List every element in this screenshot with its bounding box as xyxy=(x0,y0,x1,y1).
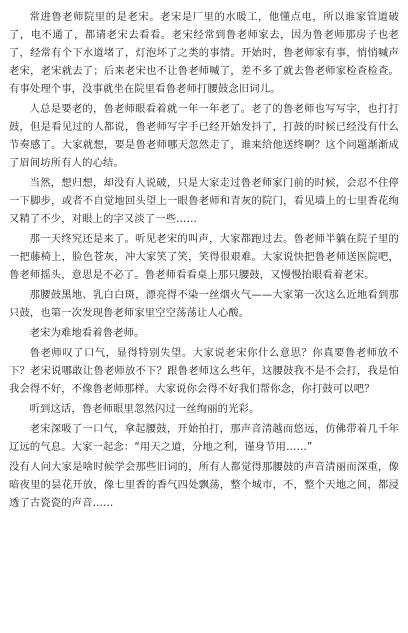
paragraph-5: 那腰鼓黑地、乳白白斑，漂亮得不染一丝烟火气——大家第一次这么近地看到那只鼓，也第一次发现鲁老师家里空空荡荡让人心酸。 xyxy=(9,289,399,319)
paragraph-7: 鲁老师叹了口气，显得特别失望。大家说老宋你什么意思？你真要鲁老师放不下？老宋说哪敢让鲁老师放不下？跟鲁老师这么些年，这腰鼓我不是不会打，我是怕我会得不好，不像鲁老师那样。大家说你会得不好我们帮你念，你打鼓可以吧？ xyxy=(9,347,399,395)
paragraph-8: 听到这话，鲁老师眼里忽然闪过一丝绚丽的光彩。 xyxy=(29,403,260,415)
paragraph-6: 老宋为难地看着鲁老师。 xyxy=(29,327,145,339)
paragraph-2: 人总是要老的，鲁老师眼看着就一年一年老了。老了的鲁老师也写写字，也打打鼓，但是看见过的人都说，鲁老师写字手已经开始发抖了，打鼓的时候已经没有什么节奏感了。大家就想，要是鲁老师哪天忽然走了，谁来给他送终啊？这个问题渐渐成了眉间坊所有人的心结。 xyxy=(9,103,399,169)
paragraph-4: 那一天终究还是来了。听见老宋的叫声，大家都跑过去。鲁老师半躺在院子里的一把藤椅上，脸色苍灰，冲大家笑了笑，笑得很艰难。大家说快把鲁老师送医院吧，鲁老师摇头，意思是不必了。鲁老师看看桌上那只腰鼓，又慢慢抬眼看着老宋。 xyxy=(9,233,399,281)
paragraph-10: 没有人问大家是啥时候学会那些旧词的，所有人都觉得那腰鼓的声音清丽而深重，像暗夜里的昙花开放，像七里香的香气四处飘荡，整个城市，不，整个天地之间，都浸透了古瓷瓷的声音…… xyxy=(9,461,399,509)
paragraph-1: 常进鲁老师院里的是老宋。老宋是厂里的水暖工，他懂点电，所以谁家管道破了，电不通了，都请老宋去看看。老宋经常到鲁老师家去，因为鲁老师那房子也老了，经常有个下水道堵了，灯泡坏了之类的事情。开始时，鲁老师家有事，悄悄喊声老宋，老宋就去了；后来老宋也不让鲁老师喊了，差不多了就去鲁老师家检查检查。有事处理个事，没事就坐在院里看鲁老师打腰鼓念旧词儿。 xyxy=(9,11,399,95)
paragraph-3: 当然，想归想，却没有人说破，只是大家走过鲁老师家门前的时候，会忍不住停一下脚步，或者不自觉地回头望上一眼鲁老师和青灰的院门，看见墙上的七里香花绚又精了不少，对眼上的字又淡了一些…… xyxy=(9,177,399,225)
paragraph-9: 老宋深吸了一口气，拿起腰鼓，开始拍打，那声音清越而悠远，仿佛带着几千年辽远的气息。大家一起念：“用天之道，分地之利，谨身节用……” xyxy=(9,423,399,453)
